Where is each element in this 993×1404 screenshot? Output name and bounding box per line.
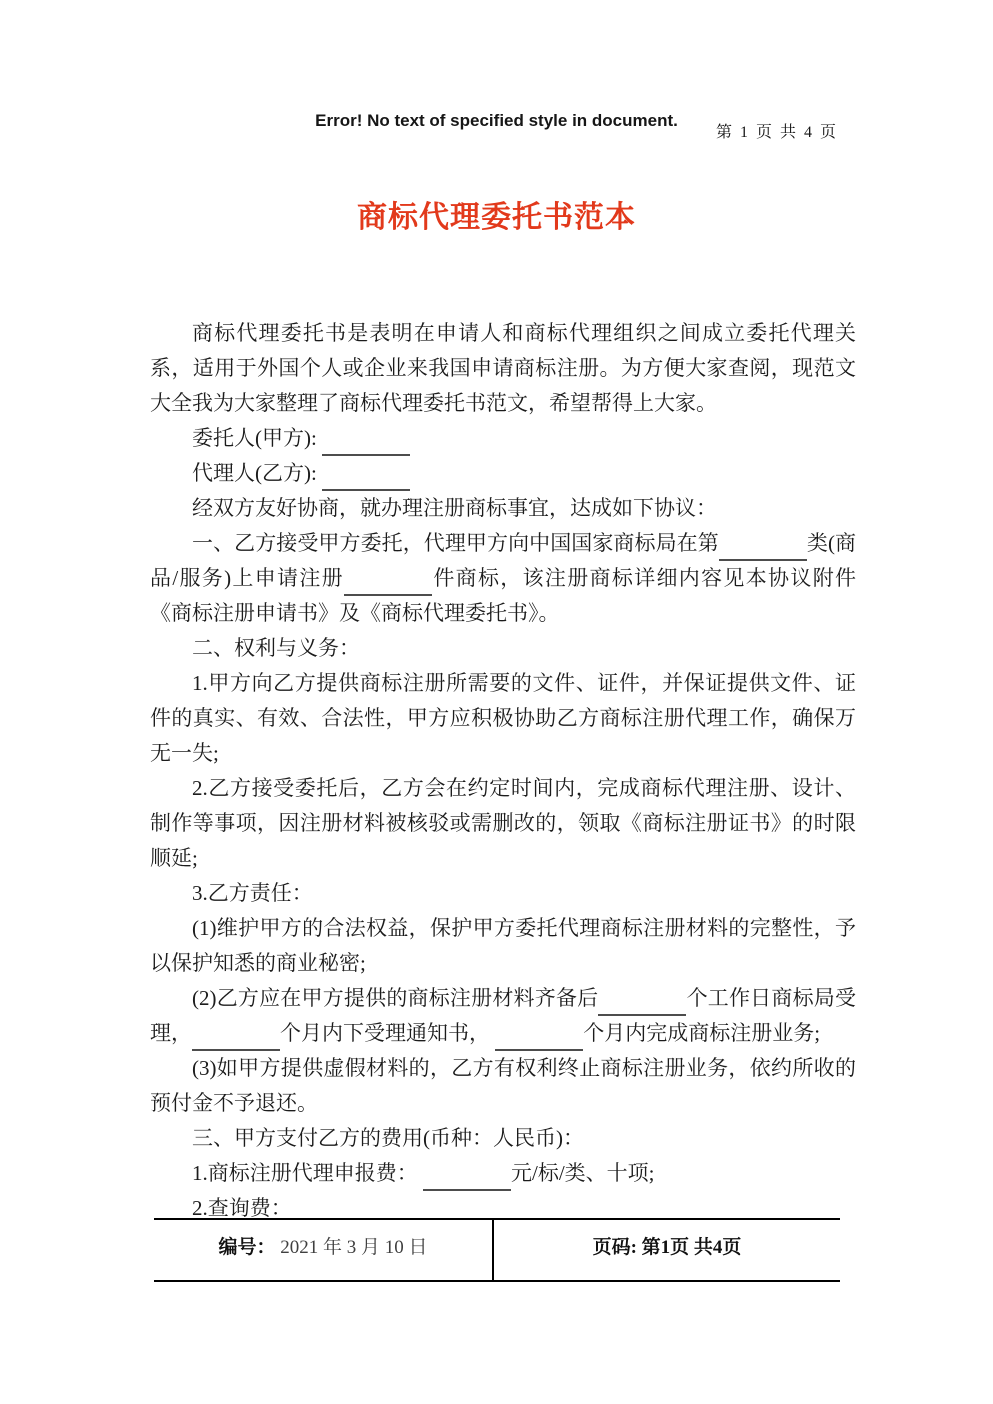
fee-item-1	[150, 1156, 856, 1191]
rights-heading-text: 二、权利与义务：	[192, 636, 360, 660]
rights-item-2-text: 2.乙方接受委托后，乙方会在约定时间内，完成商标代理注册、设计、制作等事项，因注册材料被核驳或需删改的，领取《商标注册证书》的时限顺延;	[150, 776, 856, 870]
rights-heading	[150, 631, 856, 666]
responsibility-sub-2-pre: (2)乙方应在甲方提供的商标注册材料齐备后	[192, 986, 599, 1010]
rights-item-1	[150, 666, 856, 771]
rights-item-3-text: 3.乙方责任：	[192, 881, 313, 905]
footer-table	[154, 1218, 840, 1282]
footer-number-value: 2021 年 3 月 10 日	[280, 1237, 428, 1258]
workdays-fill-in-blank	[598, 995, 686, 1016]
trademark-count-fill-in-blank	[344, 575, 432, 596]
agreement-text: 经双方友好协商，就办理注册商标事宜，达成如下协议：	[192, 496, 717, 520]
footer-number-label: 编号：	[218, 1237, 276, 1258]
months-complete-fill-in-blank	[495, 1030, 583, 1051]
responsibility-sub-3	[150, 1051, 856, 1121]
header-page-indicator: 第 1 页 共 4 页	[715, 124, 838, 141]
fee-item-1-post: 元/标/类、十项;	[511, 1161, 655, 1185]
responsibility-sub-1-text: (1)维护甲方的合法权益，保护甲方委托代理商标注册材料的完整性，予以保护知悉的商业秘密;	[150, 916, 856, 975]
document-body	[150, 316, 856, 1226]
footer-number-cell	[154, 1220, 494, 1280]
header-error-text: Error! No text of specified style in document.	[315, 111, 678, 130]
rights-item-2	[150, 771, 856, 876]
agent-label: 代理人(乙方):	[192, 461, 323, 485]
principal-label: 委托人(甲方):	[192, 426, 323, 450]
fee-amount-fill-in-blank	[423, 1170, 511, 1191]
fees-heading-text: 三、甲方支付乙方的费用(币种：人民币)：	[192, 1126, 584, 1150]
rights-item-1-text: 1.甲方向乙方提供商标注册所需要的文件、证件，并保证提供文件、证件的真实、有效、合法性，甲方应积极协助乙方商标注册代理工作，确保万无一失;	[150, 671, 856, 765]
footer-page-cell	[494, 1220, 840, 1280]
principal-fill-in-blank	[322, 435, 410, 456]
agreement-line	[150, 491, 856, 526]
responsibility-sub-2	[150, 981, 856, 1051]
intro-paragraph	[150, 316, 856, 421]
months-notice-fill-in-blank	[192, 1030, 280, 1051]
principal-line	[150, 421, 856, 456]
fee-item-2-text: 2.查询费：	[192, 1196, 292, 1220]
responsibility-sub-3-text: (3)如甲方提供虚假材料的，乙方有权利终止商标注册业务，依约所收的预付金不予退还。	[150, 1056, 856, 1115]
footer-page-value: 第1页 共4页	[641, 1237, 742, 1258]
fees-heading	[150, 1121, 856, 1156]
clause-1-text-post: 件商标，该注册商标详细内容见本协议附件《商标注册申请书》及《商标代理委托书》。	[150, 566, 857, 625]
clause-1-text-mid: 类(商品/服务)上申请注册	[150, 531, 857, 590]
document-title: 商标代理委托书范本	[357, 201, 636, 234]
intro-text: 商标代理委托书是表明在申请人和商标代理组织之间成立委托代理关系，适用于外国个人或企业来我国申请商标注册。为方便大家查阅，现范文大全我为大家整理了商标代理委托书范文，希望帮得上大家。	[150, 321, 856, 415]
document-header	[0, 108, 993, 144]
responsibility-sub-2-mid2: 个月内下受理通知书，	[280, 1021, 496, 1045]
fee-item-1-pre: 1.商标注册代理申报费：	[192, 1161, 423, 1185]
responsibility-sub-2-post: 个月内完成商标注册业务;	[583, 1021, 821, 1045]
clause-1-paragraph	[150, 526, 856, 631]
responsibility-sub-2-mid1: 个工作日商标局受理，	[150, 986, 856, 1045]
agent-fill-in-blank	[322, 470, 410, 491]
clause-1-text-pre: 一、乙方接受甲方委托，代理甲方向中国国家商标局在第	[192, 531, 719, 555]
responsibility-sub-1	[150, 911, 856, 981]
rights-item-3	[150, 876, 856, 911]
agent-line	[150, 456, 856, 491]
class-number-fill-in-blank	[719, 540, 807, 561]
footer-page-label: 页码:	[592, 1237, 637, 1258]
